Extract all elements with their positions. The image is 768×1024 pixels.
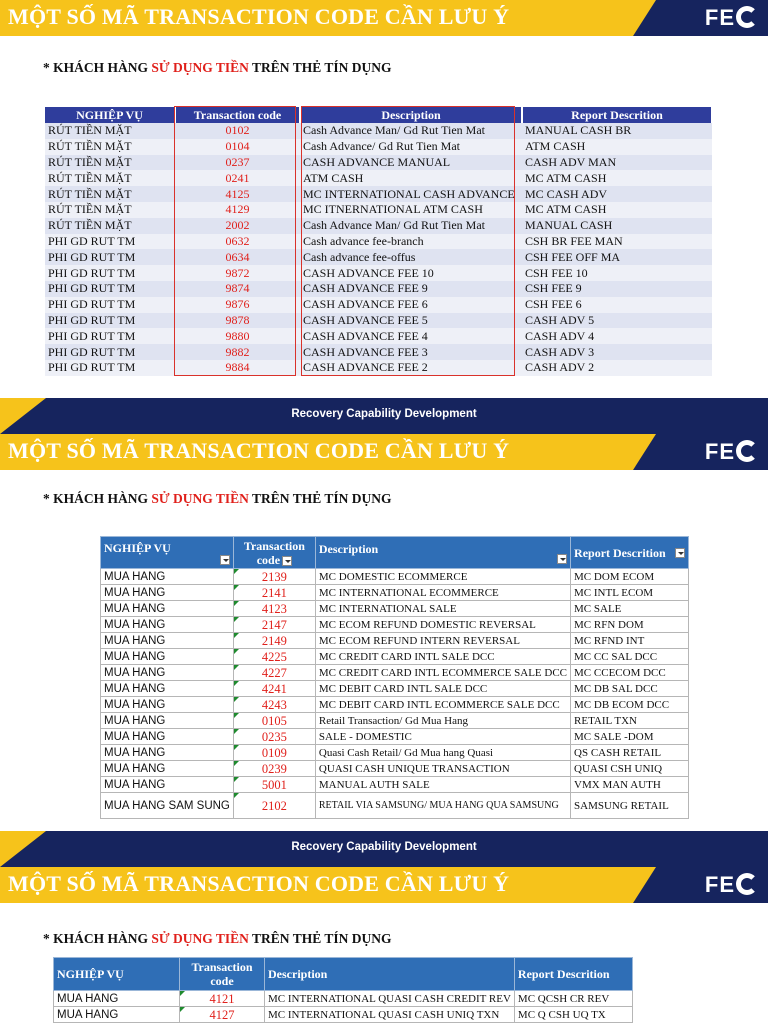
cell-report-description: CASH ADV 4 xyxy=(522,328,712,344)
table-row xyxy=(101,681,689,697)
cell-nghiep-vu: PHI GD RUT TM xyxy=(45,297,175,313)
cell-description: MC INTERNATIONAL ECOMMERCE xyxy=(315,585,570,601)
cell-nghiep-vu: MUA HANG xyxy=(101,761,234,777)
cell-nghiep-vu: PHI GD RUT TM xyxy=(45,344,175,360)
cell-description: QUASI CASH UNIQUE TRANSACTION xyxy=(315,761,570,777)
slide-title: MỘT SỐ MÃ TRANSACTION CODE CẦN LƯU Ý xyxy=(8,4,510,29)
cell-nghiep-vu: RÚT TIỀN MẶT xyxy=(45,186,175,202)
col-header-transaction-code: Transaction code xyxy=(175,107,300,123)
cell-nghiep-vu: MUA HANG xyxy=(101,713,234,729)
cell-nghiep-vu: MUA HANG xyxy=(101,617,234,633)
cell-description: CASH ADVANCE FEE 5 xyxy=(300,313,522,329)
table-row xyxy=(101,633,689,649)
cell-nghiep-vu: MUA HANG xyxy=(101,633,234,649)
cell-transaction-code: 4241 xyxy=(233,681,315,697)
cell-description: Cash Advance Man/ Gd Rut Tien Mat xyxy=(300,123,522,139)
cell-description: MC INTERNATIONAL QUASI CASH CREDIT REV xyxy=(265,991,515,1007)
cell-description: CASH ADVANCE FEE 3 xyxy=(300,344,522,360)
transaction-code-table-2 xyxy=(100,536,689,819)
cell-description: MC CREDIT CARD INTL SALE DCC xyxy=(315,649,570,665)
cell-nghiep-vu: RÚT TIỀN MẶT xyxy=(45,202,175,218)
cell-nghiep-vu: MUA HANG xyxy=(101,569,234,585)
cell-transaction-code: 9878 xyxy=(175,313,300,329)
cell-description: SALE - DOMESTIC xyxy=(315,729,570,745)
cell-nghiep-vu: RÚT TIỀN MẶT xyxy=(45,170,175,186)
cell-report-description: MC QCSH CR REV xyxy=(514,991,632,1007)
cell-description: MC ECOM REFUND INTERN REVERSAL xyxy=(315,633,570,649)
filter-icon[interactable] xyxy=(675,548,685,558)
cell-description: CASH ADVANCE FEE 4 xyxy=(300,328,522,344)
cell-description: MANUAL AUTH SALE xyxy=(315,777,570,793)
cell-report-description: CASH ADV 2 xyxy=(522,360,712,376)
cell-transaction-code: 2102 xyxy=(233,793,315,819)
col-header-report-description: Report Descrition xyxy=(571,537,689,569)
cell-report-description: SAMSUNG RETAIL xyxy=(571,793,689,819)
cell-transaction-code: 2141 xyxy=(233,585,315,601)
cell-report-description: MC RFND INT xyxy=(571,633,689,649)
cell-description: MC ITNERNATIONAL ATM CASH xyxy=(300,202,522,218)
fec-logo: FE xyxy=(705,5,758,31)
col-header-description: Description xyxy=(300,107,522,123)
col-header-nghiep-vu: NGHIỆP VỤ xyxy=(101,537,234,569)
cell-transaction-code: 4121 xyxy=(180,991,265,1007)
cell-transaction-code: 0235 xyxy=(233,729,315,745)
cell-nghiep-vu: PHI GD RUT TM xyxy=(45,234,175,250)
cell-transaction-code: 0241 xyxy=(175,170,300,186)
cell-report-description: MC CC SAL DCC xyxy=(571,649,689,665)
cell-report-description: CSH FEE 6 xyxy=(522,297,712,313)
cell-transaction-code: 9874 xyxy=(175,281,300,297)
cell-report-description: MANUAL CASH xyxy=(522,218,712,234)
cell-nghiep-vu: PHI GD RUT TM xyxy=(45,249,175,265)
cell-transaction-code: 9884 xyxy=(175,360,300,376)
table-row xyxy=(101,729,689,745)
cell-transaction-code: 9876 xyxy=(175,297,300,313)
subtitle: * KHÁCH HÀNG SỬ DỤNG TIỀN TRÊN THẺ TÍN DỤNG xyxy=(43,931,392,946)
fec-logo: FE xyxy=(705,439,758,465)
col-header-description: Description xyxy=(265,958,515,991)
title-bar xyxy=(0,434,768,470)
filter-icon[interactable] xyxy=(220,555,230,565)
cell-transaction-code: 9872 xyxy=(175,265,300,281)
cell-transaction-code: 0237 xyxy=(175,155,300,171)
cell-nghiep-vu: RÚT TIỀN MẶT xyxy=(45,139,175,155)
cell-description: MC CREDIT CARD INTL ECOMMERCE SALE DCC xyxy=(315,665,570,681)
cell-nghiep-vu: PHI GD RUT TM xyxy=(45,313,175,329)
cell-nghiep-vu: MUA HANG xyxy=(101,729,234,745)
slide-title: MỘT SỐ MÃ TRANSACTION CODE CẦN LƯU Ý xyxy=(8,871,510,896)
table-row xyxy=(101,777,689,793)
slide-3 xyxy=(0,867,768,1024)
cell-report-description: QUASI CSH UNIQ xyxy=(571,761,689,777)
cell-report-description: MC SALE -DOM xyxy=(571,729,689,745)
cell-transaction-code: 9882 xyxy=(175,344,300,360)
cell-description: CASH ADVANCE MANUAL xyxy=(300,155,522,171)
cell-nghiep-vu: MUA HANG xyxy=(101,665,234,681)
cell-report-description: CSH FEE 9 xyxy=(522,281,712,297)
table-row xyxy=(101,697,689,713)
cell-description: Cash Advance/ Gd Rut Tien Mat xyxy=(300,139,522,155)
cell-description: CASH ADVANCE FEE 2 xyxy=(300,360,522,376)
cell-transaction-code: 0104 xyxy=(175,139,300,155)
col-header-nghiep-vu: NGHIỆP VỤ xyxy=(54,958,180,991)
cell-nghiep-vu: RÚT TIỀN MẶT xyxy=(45,155,175,171)
cell-description: MC ECOM REFUND DOMESTIC REVERSAL xyxy=(315,617,570,633)
transaction-code-table-3 xyxy=(53,957,633,1023)
col-header-transaction-code: Transaction code xyxy=(180,958,265,991)
table-row xyxy=(101,649,689,665)
cell-description: MC DOMESTIC ECOMMERCE xyxy=(315,569,570,585)
slide-title: MỘT SỐ MÃ TRANSACTION CODE CẦN LƯU Ý xyxy=(8,438,510,463)
cell-report-description: MC CCECOM DCC xyxy=(571,665,689,681)
cell-description: MC DEBIT CARD INTL ECOMMERCE SALE DCC xyxy=(315,697,570,713)
col-header-description: Description xyxy=(315,537,570,569)
cell-nghiep-vu: PHI GD RUT TM xyxy=(45,360,175,376)
cell-report-description: CSH FEE 10 xyxy=(522,265,712,281)
cell-description: CASH ADVANCE FEE 6 xyxy=(300,297,522,313)
cell-nghiep-vu: MUA HANG xyxy=(101,649,234,665)
filter-icon[interactable] xyxy=(282,556,292,566)
cell-transaction-code: 0102 xyxy=(175,123,300,139)
cell-nghiep-vu: MUA HANG xyxy=(101,585,234,601)
table-row xyxy=(54,1007,633,1023)
subtitle: * KHÁCH HÀNG SỬ DỤNG TIỀN TRÊN THẺ TÍN DỤNG xyxy=(43,60,392,75)
cell-nghiep-vu: MUA HANG xyxy=(101,681,234,697)
cell-nghiep-vu: PHI GD RUT TM xyxy=(45,328,175,344)
slide-1 xyxy=(0,0,768,434)
cell-report-description: CASH ADV 5 xyxy=(522,313,712,329)
cell-description: CASH ADVANCE FEE 10 xyxy=(300,265,522,281)
filter-icon[interactable] xyxy=(557,554,567,564)
cell-transaction-code: 0239 xyxy=(233,761,315,777)
cell-description: MC INTERNATIONAL CASH ADVANCE xyxy=(300,186,522,202)
cell-report-description: MC RFN DOM xyxy=(571,617,689,633)
cell-transaction-code: 4225 xyxy=(233,649,315,665)
col-header-transaction-code: Transaction code xyxy=(233,537,315,569)
cell-report-description: ATM CASH xyxy=(522,139,712,155)
cell-nghiep-vu: MUA HANG xyxy=(54,991,180,1007)
col-header-nghiep-vu: NGHIỆP VỤ xyxy=(45,107,175,123)
highlight-box-transaction-code xyxy=(174,106,296,376)
table-row xyxy=(101,569,689,585)
cell-description: Quasi Cash Retail/ Gd Mua hang Quasi xyxy=(315,745,570,761)
cell-report-description: MANUAL CASH BR xyxy=(522,123,712,139)
table-row xyxy=(101,585,689,601)
cell-report-description: RETAIL TXN xyxy=(571,713,689,729)
table-row xyxy=(101,665,689,681)
cell-report-description: MC CASH ADV xyxy=(522,186,712,202)
cell-transaction-code: 4123 xyxy=(233,601,315,617)
cell-nghiep-vu: MUA HANG xyxy=(54,1007,180,1023)
table-row xyxy=(101,793,689,819)
table-row xyxy=(101,761,689,777)
cell-description: MC INTERNATIONAL QUASI CASH UNIQ TXN xyxy=(265,1007,515,1023)
cell-report-description: CASH ADV 3 xyxy=(522,344,712,360)
cell-report-description: CASH ADV MAN xyxy=(522,155,712,171)
cell-transaction-code: 4129 xyxy=(175,202,300,218)
subtitle: * KHÁCH HÀNG SỬ DỤNG TIỀN TRÊN THẺ TÍN DỤNG xyxy=(43,491,392,506)
cell-report-description: MC ATM CASH xyxy=(522,202,712,218)
cell-transaction-code: 4227 xyxy=(233,665,315,681)
cell-nghiep-vu: RÚT TIỀN MẶT xyxy=(45,218,175,234)
cell-description: MC INTERNATIONAL SALE xyxy=(315,601,570,617)
cell-nghiep-vu: PHI GD RUT TM xyxy=(45,281,175,297)
cell-transaction-code: 2149 xyxy=(233,633,315,649)
cell-report-description: VMX MAN AUTH xyxy=(571,777,689,793)
slide-2 xyxy=(0,434,768,867)
cell-transaction-code: 4125 xyxy=(175,186,300,202)
cell-transaction-code: 5001 xyxy=(233,777,315,793)
table-row xyxy=(54,991,633,1007)
cell-report-description: MC SALE xyxy=(571,601,689,617)
cell-description: Cash advance fee-offus xyxy=(300,249,522,265)
cell-report-description: MC ATM CASH xyxy=(522,170,712,186)
table-row xyxy=(101,601,689,617)
cell-transaction-code: 9880 xyxy=(175,328,300,344)
cell-report-description: QS CASH RETAIL xyxy=(571,745,689,761)
col-header-report-description: Report Descrition xyxy=(514,958,632,991)
cell-report-description: CSH FEE OFF MA xyxy=(522,249,712,265)
cell-nghiep-vu: MUA HANG xyxy=(101,745,234,761)
fec-logo: FE xyxy=(705,872,758,898)
cell-nghiep-vu: RÚT TIỀN MẶT xyxy=(45,123,175,139)
cell-report-description: MC Q CSH UQ TX xyxy=(514,1007,632,1023)
cell-transaction-code: 0105 xyxy=(233,713,315,729)
cell-transaction-code: 2147 xyxy=(233,617,315,633)
cell-report-description: CSH BR FEE MAN xyxy=(522,234,712,250)
cell-description: Cash Advance Man/ Gd Rut Tien Mat xyxy=(300,218,522,234)
cell-nghiep-vu: MUA HANG xyxy=(101,697,234,713)
cell-transaction-code: 0109 xyxy=(233,745,315,761)
table-row xyxy=(101,745,689,761)
cell-description: RETAIL VIA SAMSUNG/ MUA HANG QUA SAMSUNG xyxy=(315,793,570,819)
cell-transaction-code: 2139 xyxy=(233,569,315,585)
footer-text: Recovery Capability Development xyxy=(291,841,477,853)
cell-report-description: MC INTL ECOM xyxy=(571,585,689,601)
cell-report-description: MC DOM ECOM xyxy=(571,569,689,585)
footer-bar xyxy=(0,831,768,867)
cell-nghiep-vu: MUA HANG xyxy=(101,601,234,617)
cell-transaction-code: 0632 xyxy=(175,234,300,250)
title-bar xyxy=(0,0,768,36)
table-row xyxy=(101,617,689,633)
cell-report-description: MC DB ECOM DCC xyxy=(571,697,689,713)
cell-transaction-code: 4127 xyxy=(180,1007,265,1023)
cell-nghiep-vu: MUA HANG SAM SUNG xyxy=(101,793,234,819)
cell-report-description: MC DB SAL DCC xyxy=(571,681,689,697)
table-row xyxy=(101,713,689,729)
cell-nghiep-vu: PHI GD RUT TM xyxy=(45,265,175,281)
cell-transaction-code: 2002 xyxy=(175,218,300,234)
cell-description: ATM CASH xyxy=(300,170,522,186)
title-bar xyxy=(0,867,768,903)
footer-bar xyxy=(0,398,768,434)
cell-description: CASH ADVANCE FEE 9 xyxy=(300,281,522,297)
footer-text: Recovery Capability Development xyxy=(291,408,477,420)
cell-description: MC DEBIT CARD INTL SALE DCC xyxy=(315,681,570,697)
cell-transaction-code: 4243 xyxy=(233,697,315,713)
cell-description: Retail Transaction/ Gd Mua Hang xyxy=(315,713,570,729)
cell-transaction-code: 0634 xyxy=(175,249,300,265)
col-header-report-description: Report Descrition xyxy=(522,107,712,123)
cell-description: Cash advance fee-branch xyxy=(300,234,522,250)
highlight-box-description xyxy=(301,106,515,376)
cell-nghiep-vu: MUA HANG xyxy=(101,777,234,793)
